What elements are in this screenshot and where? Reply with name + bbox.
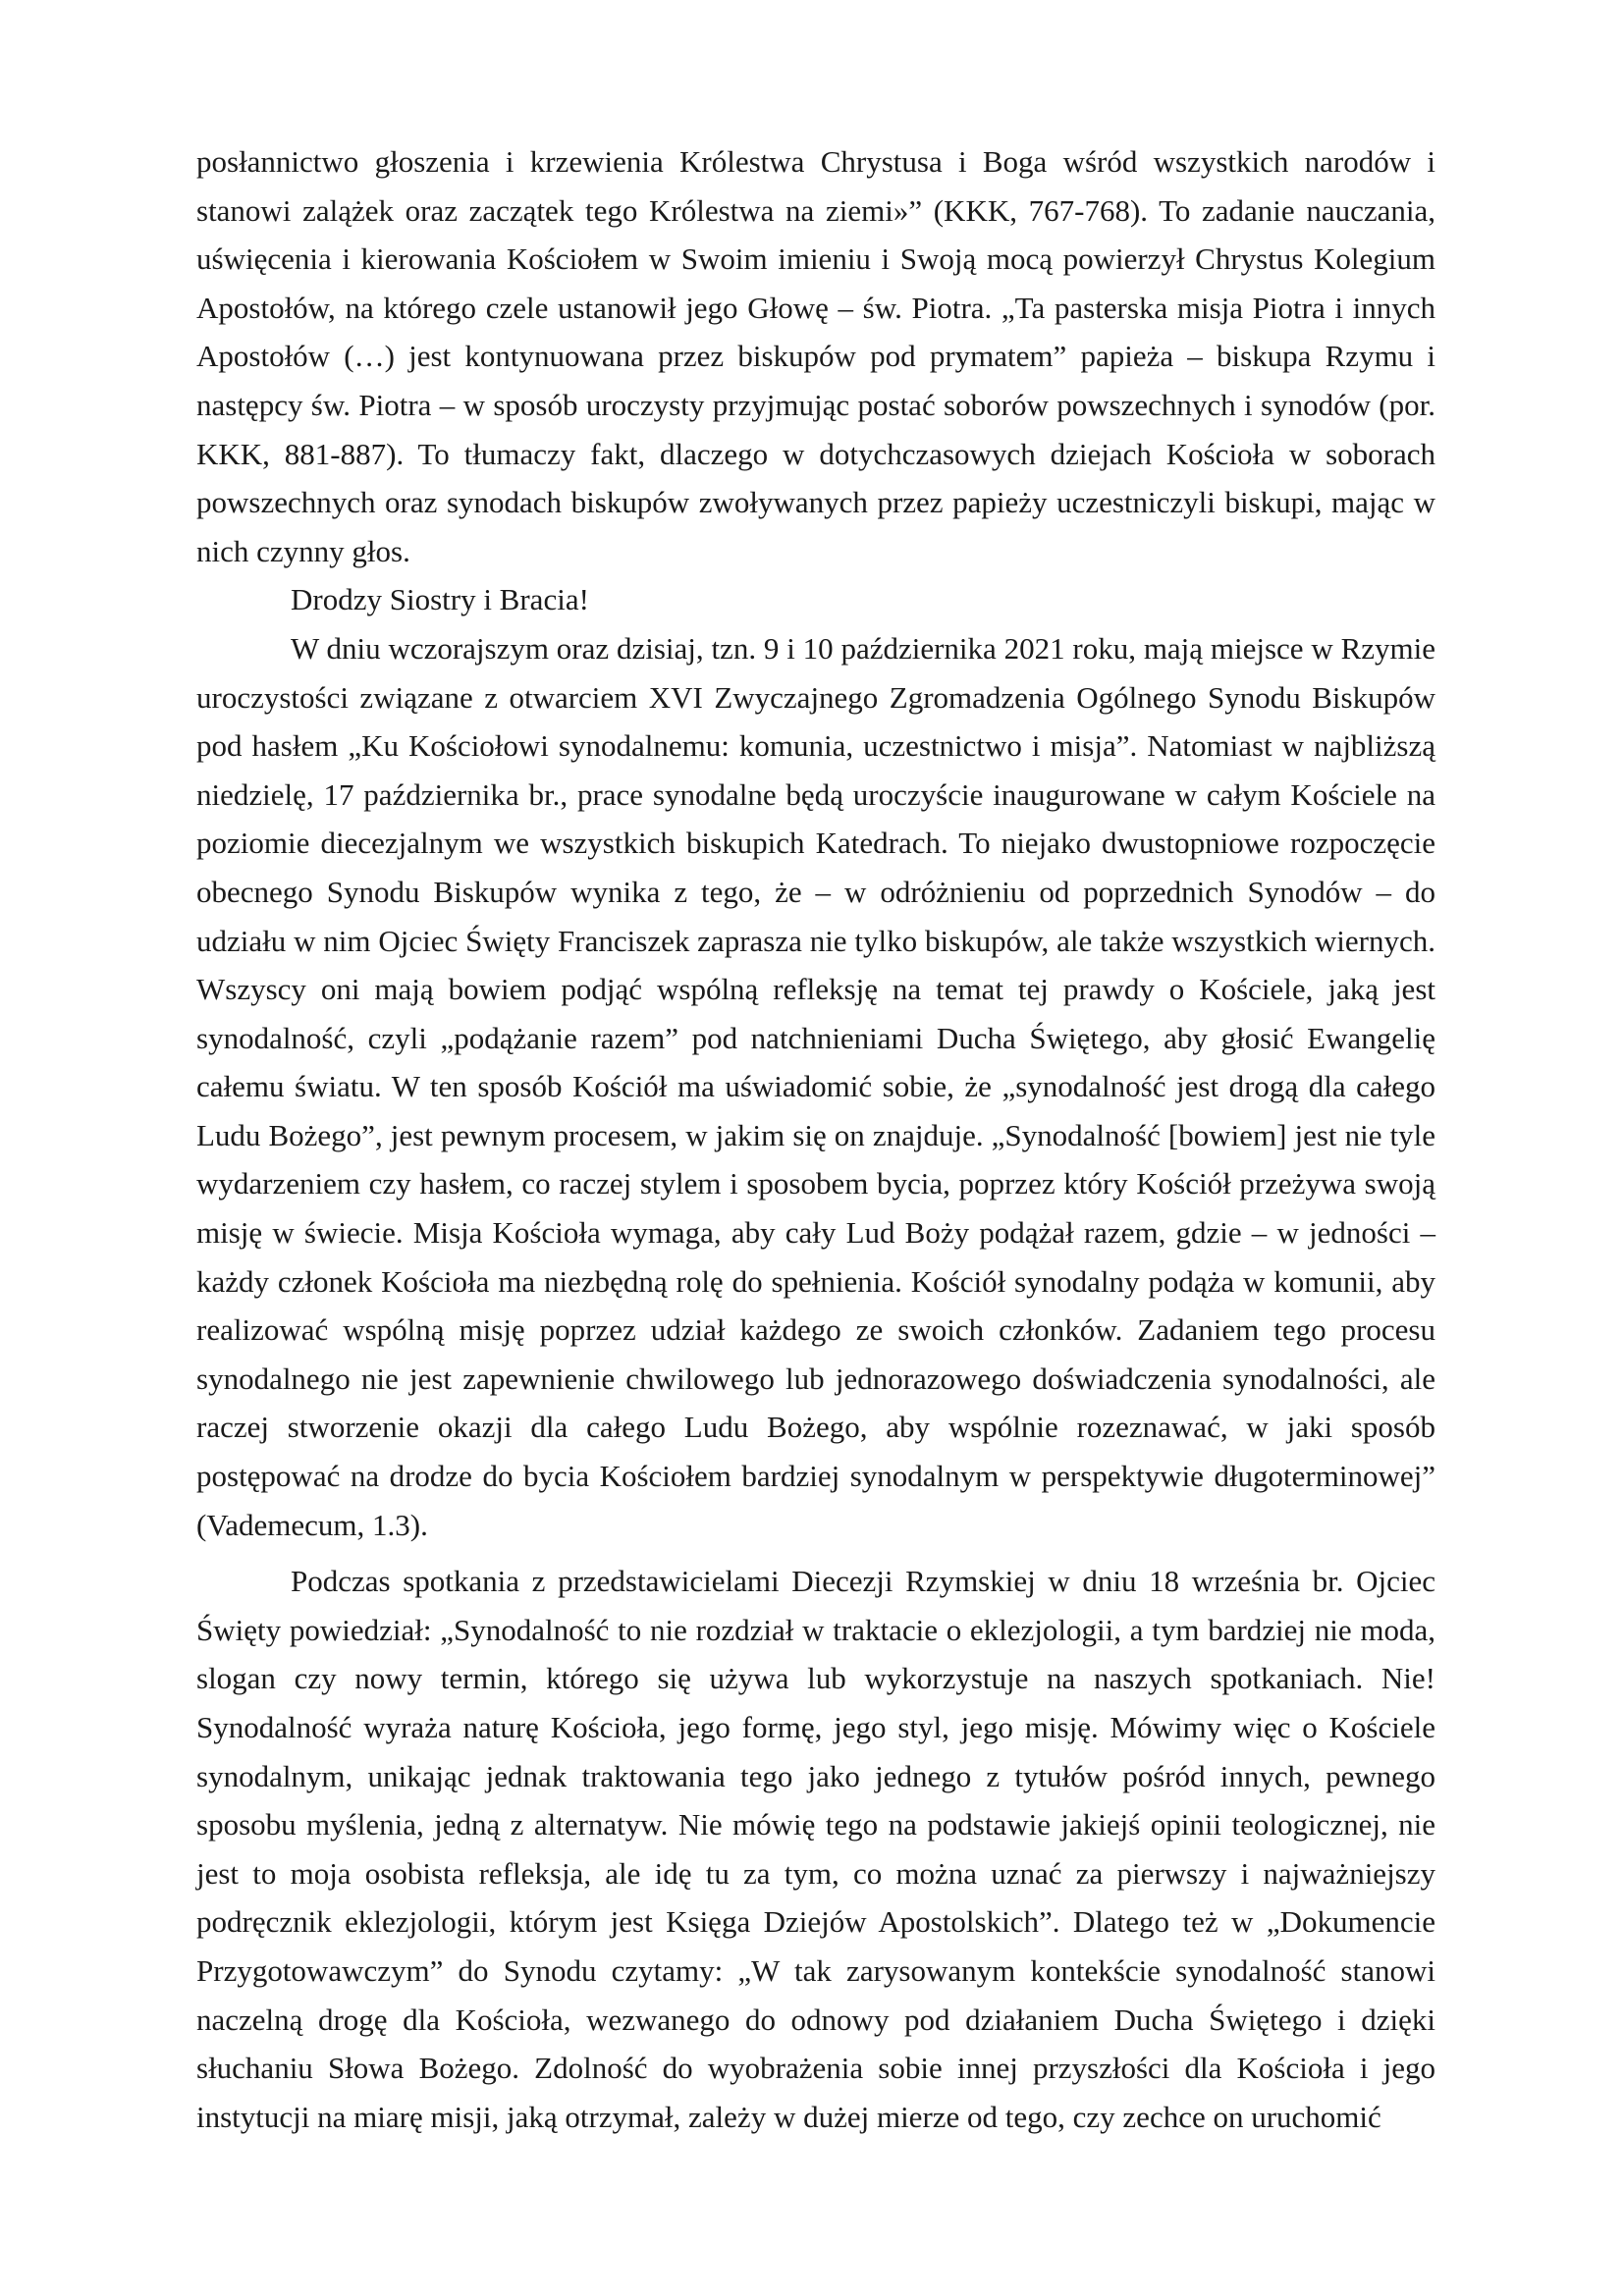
document-page: [196, 137, 1435, 2141]
paragraph-continuation: posłannictwo głoszenia i krzewienia Królestwa Chrystusa i Boga wśród wszystkich narodów i stanowi zalążek oraz zaczątek tego Królestwa na ziemi»” (KKK, 767-768). To zadanie nauczania, uświęcenia i kierowania Kościołem w Swoim imieniu i Swoją mocą powierzył Chrystus Kolegium Apostołów, na którego czele ustanowił jego Głowę – św. Piotra. „Ta pasterska misja Piotra i innych Apostołów (…) jest kontynuowana przez biskupów pod prymatem” papieża – biskupa Rzymu i następcy św. Piotra – w sposób uroczysty przyjmując postać soborów powszechnych i synodów (por. KKK, 881-887). To tłumaczy fakt, dlaczego w dotychczasowych dziejach Kościoła w soborach powszechnych oraz synodach biskupów zwoływanych przez papieży uczestniczyli biskupi, mając w nich czynny głos.: [196, 144, 1435, 568]
paragraph-synod-opening: W dniu wczorajszym oraz dzisiaj, tzn. 9 i 10 października 2021 roku, mają miejsce w Rzymie uroczystości związane z otwarciem XVI Zwyczajnego Zgromadzenia Ogólnego Synodu Biskupów pod hasłem „Ku Kościołowi synodalnemu: komunia, uczestnictwo i misja”. Natomiast w najbliższą niedzielę, 17 października br., prace synodalne będą uroczyście inaugurowane w całym Kościele na poziomie diecezjalnym we wszystkich biskupich Katedrach. To niejako dwustopniowe rozpoczęcie obecnego Synodu Biskupów wynika z tego, że – w odróżnieniu od poprzednich Synodów – do udziału w nim Ojciec Święty Franciszek zaprasza nie tylko biskupów, ale także wszystkich wiernych. Wszyscy oni mają bowiem podjąć wspólną refleksję na temat tej prawdy o Kościele, jaką jest synodalność, czyli „podążanie razem” pod natchnieniami Ducha Świętego, aby głosić Ewangelię całemu światu. W ten sposób Kościół ma uświadomić sobie, że „synodalność jest drogą dla całego Ludu Bożego”, jest pewnym procesem, w jakim się on znajduje. „Synodalność [bowiem] jest nie tyle wydarzeniem czy hasłem, co raczej stylem i sposobem bycia, poprzez który Kościół przeżywa swoją misję w świecie. Misja Kościoła wymaga, aby cały Lud Boży podążał razem, gdzie – w jedności – każdy członek Kościoła ma niezbędną rolę do spełnienia. Kościół synodalny podąża w komunii, aby realizować wspólną misję poprzez udział każdego ze swoich członków. Zadaniem tego procesu synodalnego nie jest zapewnienie chwilowego lub jednorazowego doświadczenia synodalności, ale raczej stworzenie okazji dla całego Ludu Bożego, aby wspólnie rozeznawać, w jaki sposób postępować na drodze do bycia Kościołem bardziej synodalnym w perspektywie długoterminowej” (Vademecum, 1.3).: [196, 630, 1435, 1542]
paragraph-salutation: Drodzy Siostry i Bracia!: [291, 582, 589, 617]
paragraph-pope-quote: Podczas spotkania z przedstawicielami Diecezji Rzymskiej w dniu 18 września br. Ojciec Święty powiedział: „Synodalność to nie rozdział w traktacie o eklezjologii, a tym bardziej nie moda, slogan czy nowy termin, którego się używa lub wykorzystuje na naszych spotkaniach. Nie! Synodalność wyraża naturę Kościoła, jego formę, jego styl, jego misję. Mówimy więc o Kościele synodalnym, unikając jednak traktowania tego jako jednego z tytułów pośród innych, pewnego sposobu myślenia, jedną z alternatyw. Nie mówię tego na podstawie jakiejś opinii teologicznej, nie jest to moja osobista refleksja, ale idę tu za tym, co można uznać za pierwszy i najważniejszy podręcznik eklezjologii, którym jest Księga Dziejów Apostolskich”. Dlatego też w „Dokumencie Przygotowawczym” do Synodu czytamy: „W tak zarysowanym kontekście synodalność stanowi naczelną drogę dla Kościoła, wezwanego do odnowy pod działaniem Ducha Świętego i dzięki słuchaniu Słowa Bożego. Zdolność do wyobrażenia sobie innej przyszłości dla Kościoła i jego instytucji na miarę misji, jaką otrzymał, zależy w dużej mierze od tego, czy zechce on uruchomić: [196, 1564, 1435, 2134]
